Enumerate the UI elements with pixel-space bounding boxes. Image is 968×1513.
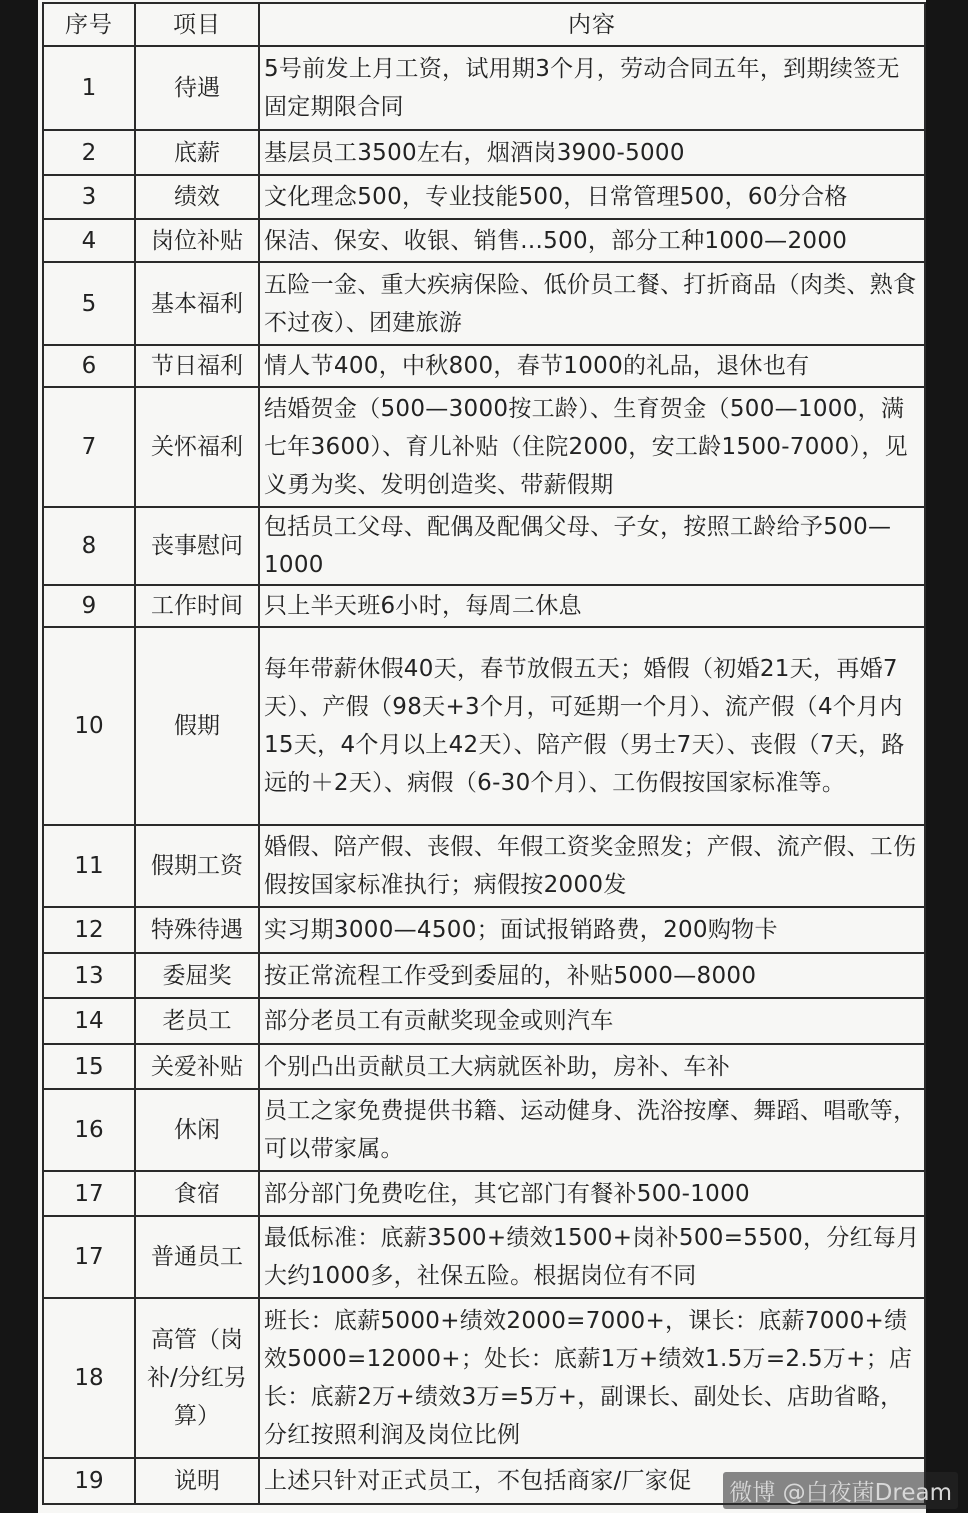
table-row bbox=[43, 507, 925, 585]
row-no: 8 bbox=[43, 507, 135, 585]
row-item: 老员工 bbox=[135, 998, 259, 1044]
watermark-text: 微博 @白夜菌Dream bbox=[723, 1472, 958, 1509]
row-content: 5号前发上月工资，试用期3个月，劳动合同五年，到期续签无固定期限合同 bbox=[259, 46, 925, 130]
row-content: 婚假、陪产假、丧假、年假工资奖金照发；产假、流产假、工伤假按国家标准执行；病假按2000发 bbox=[259, 825, 925, 907]
header-item: 项目 bbox=[135, 3, 259, 46]
row-content: 只上半天班6小时，每周二休息 bbox=[259, 585, 925, 627]
row-content: 五险一金、重大疾病保险、低价员工餐、打折商品（肉类、熟食不过夜）、团建旅游 bbox=[259, 262, 925, 345]
row-item: 丧事慰问 bbox=[135, 507, 259, 585]
table-row bbox=[43, 1044, 925, 1089]
row-item: 休闲 bbox=[135, 1089, 259, 1171]
row-no: 11 bbox=[43, 825, 135, 907]
table-row bbox=[43, 175, 925, 219]
row-item: 说明 bbox=[135, 1458, 259, 1504]
row-content: 员工之家免费提供书籍、运动健身、洗浴按摩、舞蹈、唱歌等，可以带家属。 bbox=[259, 1089, 925, 1171]
benefits-table bbox=[42, 2, 926, 1505]
row-item: 待遇 bbox=[135, 46, 259, 130]
row-item: 高管（岗补/分红另算） bbox=[135, 1298, 259, 1458]
row-no: 2 bbox=[43, 130, 135, 175]
row-content: 每年带薪休假40天，春节放假五天；婚假（初婚21天，再婚7天）、产假（98天+3个月，可延期一个月）、流产假（4个月内15天，4个月以上42天）、陪产假（男士7天）、丧假（7天，路远的＋2天）、病假（6-30个月）、工伤假按国家标准等。 bbox=[259, 627, 925, 825]
row-item: 底薪 bbox=[135, 130, 259, 175]
row-no: 3 bbox=[43, 175, 135, 219]
row-no: 6 bbox=[43, 345, 135, 387]
table-row bbox=[43, 262, 925, 345]
table-row bbox=[43, 1298, 925, 1458]
table-row bbox=[43, 1216, 925, 1298]
header-row bbox=[43, 3, 925, 46]
row-content: 部分老员工有贡献奖现金或则汽车 bbox=[259, 998, 925, 1044]
table-row bbox=[43, 1089, 925, 1171]
row-content: 上述只针对正式员工，不包括商家/厂家促 bbox=[259, 1458, 925, 1504]
row-item: 假期工资 bbox=[135, 825, 259, 907]
table-row bbox=[43, 387, 925, 507]
table-row bbox=[43, 998, 925, 1044]
row-content: 班长：底薪5000+绩效2000=7000+，课长：底薪7000+绩效5000=12000+；处长：底薪1万+绩效1.5万=2.5万+；店长：底薪2万+绩效3万=5万+，副课长、副处长、店助省略，分红按照利润及岗位比例 bbox=[259, 1298, 925, 1458]
row-item: 绩效 bbox=[135, 175, 259, 219]
row-item: 工作时间 bbox=[135, 585, 259, 627]
row-content: 最低标准：底薪3500+绩效1500+岗补500=5500，分红每月大约1000多，社保五险。根据岗位有不同 bbox=[259, 1216, 925, 1298]
table-row bbox=[43, 627, 925, 825]
table-row bbox=[43, 907, 925, 953]
row-no: 4 bbox=[43, 219, 135, 262]
row-no: 18 bbox=[43, 1298, 135, 1458]
row-item: 普通员工 bbox=[135, 1216, 259, 1298]
row-content: 实习期3000—4500；面试报销路费，200购物卡 bbox=[259, 907, 925, 953]
row-no: 19 bbox=[43, 1458, 135, 1504]
row-content: 个别凸出贡献员工大病就医补助，房补、车补 bbox=[259, 1044, 925, 1089]
row-no: 5 bbox=[43, 262, 135, 345]
table-row bbox=[43, 46, 925, 130]
row-item: 岗位补贴 bbox=[135, 219, 259, 262]
row-item: 食宿 bbox=[135, 1171, 259, 1216]
row-no: 17 bbox=[43, 1216, 135, 1298]
table-row bbox=[43, 130, 925, 175]
row-no: 13 bbox=[43, 953, 135, 998]
row-item: 关怀福利 bbox=[135, 387, 259, 507]
row-no: 16 bbox=[43, 1089, 135, 1171]
row-item: 节日福利 bbox=[135, 345, 259, 387]
row-no: 9 bbox=[43, 585, 135, 627]
row-content: 按正常流程工作受到委屈的，补贴5000—8000 bbox=[259, 953, 925, 998]
table-row bbox=[43, 345, 925, 387]
table-row bbox=[43, 825, 925, 907]
row-item: 基本福利 bbox=[135, 262, 259, 345]
row-no: 17 bbox=[43, 1171, 135, 1216]
row-no: 10 bbox=[43, 627, 135, 825]
row-item: 特殊待遇 bbox=[135, 907, 259, 953]
row-content: 包括员工父母、配偶及配偶父母、子女，按照工龄给予500—1000 bbox=[259, 507, 925, 585]
header-no: 序号 bbox=[43, 3, 135, 46]
row-no: 1 bbox=[43, 46, 135, 130]
row-no: 14 bbox=[43, 998, 135, 1044]
table-sheet bbox=[38, 0, 926, 1513]
table-row bbox=[43, 585, 925, 627]
table-row bbox=[43, 219, 925, 262]
row-content: 保洁、保安、收银、销售...500，部分工种1000—2000 bbox=[259, 219, 925, 262]
row-content: 情人节400，中秋800，春节1000的礼品，退休也有 bbox=[259, 345, 925, 387]
row-item: 委屈奖 bbox=[135, 953, 259, 998]
table-row bbox=[43, 1171, 925, 1216]
row-no: 12 bbox=[43, 907, 135, 953]
row-no: 15 bbox=[43, 1044, 135, 1089]
row-item: 关爱补贴 bbox=[135, 1044, 259, 1089]
row-content: 基层员工3500左右，烟酒岗3900-5000 bbox=[259, 130, 925, 175]
header-content: 内容 bbox=[259, 3, 925, 46]
row-content: 部分部门免费吃住，其它部门有餐补500-1000 bbox=[259, 1171, 925, 1216]
row-item: 假期 bbox=[135, 627, 259, 825]
table-row bbox=[43, 953, 925, 998]
row-content: 文化理念500，专业技能500，日常管理500，60分合格 bbox=[259, 175, 925, 219]
row-no: 7 bbox=[43, 387, 135, 507]
row-content: 结婚贺金（500—3000按工龄）、生育贺金（500—1000，满七年3600）、育儿补贴（住院2000，安工龄1500-7000），见义勇为奖、发明创造奖、带薪假期 bbox=[259, 387, 925, 507]
